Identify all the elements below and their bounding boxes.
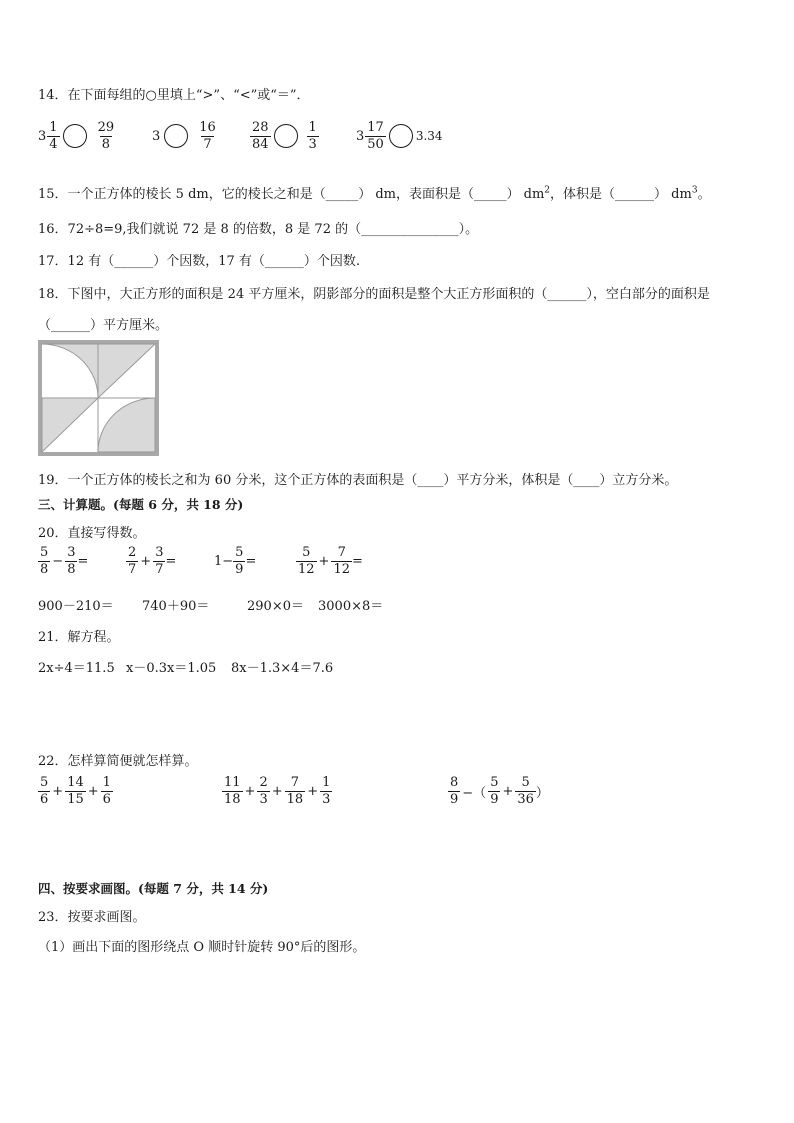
q21-eq-2: x－0.3x＝1.05 [126,661,217,676]
fraction: $\frac{16}{7}$ [199,120,216,152]
q22-expr-2: $\frac{11}{18}$ + $\frac{2}{3}$ + $\frac{7}{18}$ + $\frac{1}{3}$ [224,775,331,807]
q20-text: 20．直接写得数。 [38,526,146,541]
fraction: $\frac{29}{8}$ [97,120,115,152]
q14-item-1 [38,121,116,151]
q14-item-4 [356,121,443,151]
q20-row2-1: 900－210＝ [38,599,114,614]
fraction: $\frac{1}{4}$ [49,120,58,152]
q14-item-3 [250,121,319,151]
q20-expr-2: $\frac{2}{7}$ + $\frac{3}{7}$ = [128,545,177,577]
q20-row2-3: 290×0＝ [247,599,304,614]
q23-text: 23．按要求画图。 [38,910,146,925]
q20-expr-1: $\frac{5}{8}$ − $\frac{3}{8}$ = [40,545,89,577]
q14-text: 14．在下面每组的○里填上“>”、“<”或“＝”． [38,88,310,103]
q22-expr-3: $\frac{8}{9}$ −（ $\frac{5}{9}$ + $\frac{5}{36}$ ） [450,775,549,807]
square-figure [38,340,160,456]
q19-text: 19．一个正方体的棱长之和为 60 分米，这个正方体的表面积是（____）平方分米，体积是（____）立方分米。 [38,473,678,488]
fraction: $\frac{17}{50}$ [367,120,384,152]
section-4-heading: 四、按要求画图。(每题 7 分，共 14 分) [38,881,269,896]
decimal-value: 3.34 [415,129,443,144]
section-3-heading: 三、计算题。(每题 6 分，共 18 分) [38,497,244,512]
q23-sub1-text: （1）画出下面的图形绕点 O 顺时针旋转 90°后的图形。 [38,940,366,955]
answer-circle[interactable] [389,124,413,148]
q22-text: 22．怎样算简便就怎样算。 [38,754,198,769]
q22-expr-1: $\frac{5}{6}$ + $\frac{14}{15}$ + $\frac{1}{6}$ [40,775,111,807]
q20-expr-4: $\frac{5}{12}$ + $\frac{7}{12}$ = [298,545,363,577]
fraction: $\frac{28}{84}$ [252,120,269,152]
answer-circle[interactable] [164,124,188,148]
q17-text: 17．12 有（______）个因数，17 有（______）个因数. [38,254,361,269]
q18-text-line2: （______）平方厘米。 [38,318,169,333]
q18-text-line1: 18．下图中，大正方形的面积是 24 平方厘米，阴影部分的面积是整个大正方形面积的（______），空白部分的面积是 [38,287,710,302]
whole-number: 3 [356,128,365,144]
q21-text: 21．解方程。 [38,630,120,645]
q15-text: 15．一个正方体的棱长 5 dm，它的棱长之和是（_____） dm，表面积是（_____） $dm^2$，体积是（______） $dm^3$。 [38,185,711,202]
q14-item-2 [152,121,218,151]
q20-row2-4: 3000×8＝ [318,599,384,614]
answer-circle[interactable] [274,124,298,148]
q21-eq-1: 2x÷4＝11.5 [38,661,115,676]
q21-eq-3: 8x－1.3×4＝7.6 [231,661,334,676]
q16-text: 16．72÷8=9,我们就说 72 是 8 的倍数，8 是 72 的（_______________）。 [38,222,479,237]
fraction: $\frac{1}{3}$ [308,120,317,152]
q20-row2-2: 740＋90＝ [142,599,210,614]
whole-number: 3 [152,128,161,144]
whole-number: 3 [38,128,47,144]
q20-expr-3: 1− $\frac{5}{9}$ = [214,545,257,577]
answer-circle[interactable] [63,124,87,148]
